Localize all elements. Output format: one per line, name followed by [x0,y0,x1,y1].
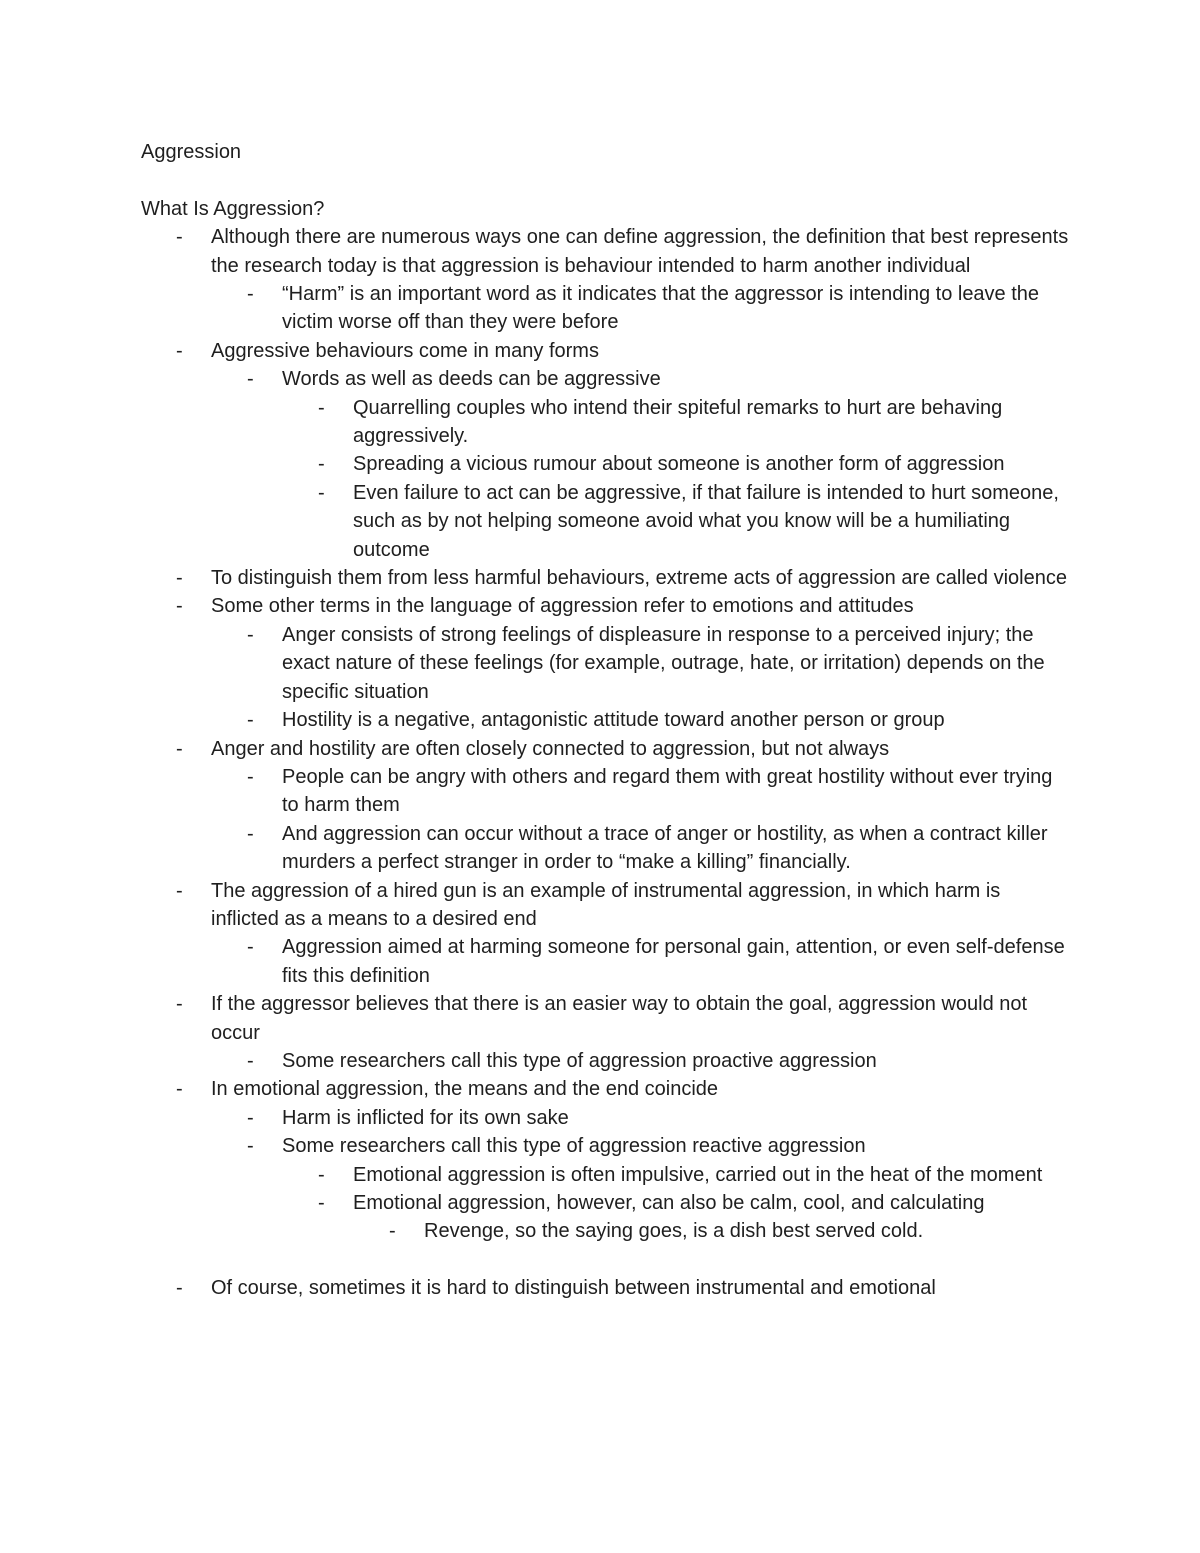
bullet-item-level-1 [141,990,1071,1047]
bullet-item-level-1 [141,592,1071,620]
bullet-dash-icon: - [176,567,183,590]
bullet-text: Spreading a vicious rumour about someone is another form of aggression [353,453,1005,476]
bullet-dash-icon: - [176,993,183,1016]
bullet-item-level-3 [141,1189,1071,1217]
spacer [141,166,1071,194]
bullet-text: In emotional aggression, the means and the end coincide [211,1078,719,1101]
bullet-text: Hostility is a negative, antagonistic attitude toward another person or group [282,709,945,732]
bullet-dash-icon: - [176,226,183,249]
bullet-text: Although there are numerous ways one can define aggression, the definition that best represents the research today is that aggression is behaviour intended to harm another individual [211,226,1069,277]
bullet-dash-icon: - [247,1106,254,1129]
bullet-dash-icon: - [247,936,254,959]
bullet-dash-icon: - [247,283,254,306]
bullet-dash-icon: - [318,396,325,419]
bullet-item-level-2 [141,933,1071,990]
bullet-item-level-2 [141,365,1071,393]
bullet-dash-icon: - [176,1277,183,1300]
bullet-text: Emotional aggression, however, can also be calm, cool, and calculating [353,1192,985,1215]
blank-line [141,1246,1071,1274]
bullet-dash-icon: - [247,765,254,788]
bullet-dash-icon: - [318,1163,325,1186]
bullet-text: Some researchers call this type of aggression reactive aggression [282,1135,866,1158]
bullet-dash-icon: - [247,709,254,732]
bullet-text: Quarrelling couples who intend their spiteful remarks to hurt are behaving aggressively. [353,396,1003,448]
bullet-item-level-4 [141,1217,1071,1245]
bullet-text: Revenge, so the saying goes, is a dish best served cold. [424,1220,924,1243]
bullet-list [141,223,1071,1302]
document-title: Aggression [141,141,242,163]
bullet-dash-icon: - [176,339,183,362]
bullet-text: Even failure to act can be aggressive, if that failure is intended to hurt someone, such as by not helping someone avoid what you know will be a humiliating outcome [353,481,1059,561]
bullet-dash-icon: - [176,595,183,618]
bullet-text: Some researchers call this type of aggression proactive aggression [282,1049,877,1072]
bullet-text: Aggressive behaviours come in many forms [211,339,599,362]
bullet-item-level-1 [141,1274,1071,1302]
bullet-dash-icon: - [176,737,183,760]
bullet-dash-icon: - [176,1078,183,1101]
bullet-item-level-2 [141,280,1071,337]
bullet-item-level-1 [141,1075,1071,1103]
section-heading: What Is Aggression? [141,197,325,220]
document-body [141,138,1071,1303]
bullet-text: Aggression aimed at harming someone for personal gain, attention, or even self-defense fits this definition [282,936,1065,987]
bullet-text: Harm is inflicted for its own sake [282,1106,569,1129]
bullet-item-level-2 [141,820,1071,877]
bullet-dash-icon: - [389,1220,396,1243]
bullet-text: Some other terms in the language of aggression refer to emotions and attitudes [211,595,914,618]
bullet-text: To distinguish them from less harmful behaviours, extreme acts of aggression are called violence [211,567,1067,590]
bullet-text: Emotional aggression is often impulsive, carried out in the heat of the moment [353,1163,1043,1186]
bullet-item-level-3 [141,394,1071,451]
bullet-item-level-3 [141,479,1071,564]
bullet-item-level-3 [141,450,1071,478]
bullet-text: “Harm” is an important word as it indicates that the aggressor is intending to leave the victim worse off than they were before [282,283,1040,334]
bullet-dash-icon: - [247,368,254,391]
bullet-text: Words as well as deeds can be aggressive [282,368,661,391]
bullet-item-level-2 [141,763,1071,820]
bullet-item-level-2 [141,621,1071,706]
bullet-dash-icon: - [247,623,254,646]
bullet-item-level-2 [141,1104,1071,1132]
bullet-dash-icon: - [247,1135,254,1158]
bullet-item-level-3 [141,1161,1071,1189]
bullet-item-level-1 [141,877,1071,934]
bullet-text: Of course, sometimes it is hard to distinguish between instrumental and emotional [211,1277,936,1300]
bullet-item-level-1 [141,564,1071,592]
bullet-dash-icon: - [176,879,183,902]
bullet-text: Anger consists of strong feelings of displeasure in response to a perceived injury; the exact nature of these feelings (for example, outrage, hate, or irritation) depends on the specific situation [282,623,1045,703]
bullet-text: And aggression can occur without a trace of anger or hostility, as when a contract killer murders a perfect stranger in order to “make a killing” financially. [282,822,1048,874]
bullet-text: The aggression of a hired gun is an example of instrumental aggression, in which harm is inflicted as a means to a desired end [211,879,1001,930]
bullet-item-level-1 [141,223,1071,280]
bullet-dash-icon: - [247,822,254,845]
bullet-item-level-2 [141,1047,1071,1075]
bullet-dash-icon: - [318,1192,325,1215]
bullet-text: People can be angry with others and regard them with great hostility without ever trying to harm them [282,765,1053,817]
bullet-item-level-2 [141,706,1071,734]
bullet-dash-icon: - [318,481,325,504]
bullet-text: If the aggressor believes that there is an easier way to obtain the goal, aggression would not occur [211,993,1028,1044]
bullet-text: Anger and hostility are often closely connected to aggression, but not always [211,737,890,760]
bullet-item-level-2 [141,1132,1071,1160]
bullet-item-level-1 [141,735,1071,763]
bullet-item-level-1 [141,337,1071,365]
bullet-dash-icon: - [247,1049,254,1072]
bullet-dash-icon: - [318,453,325,476]
